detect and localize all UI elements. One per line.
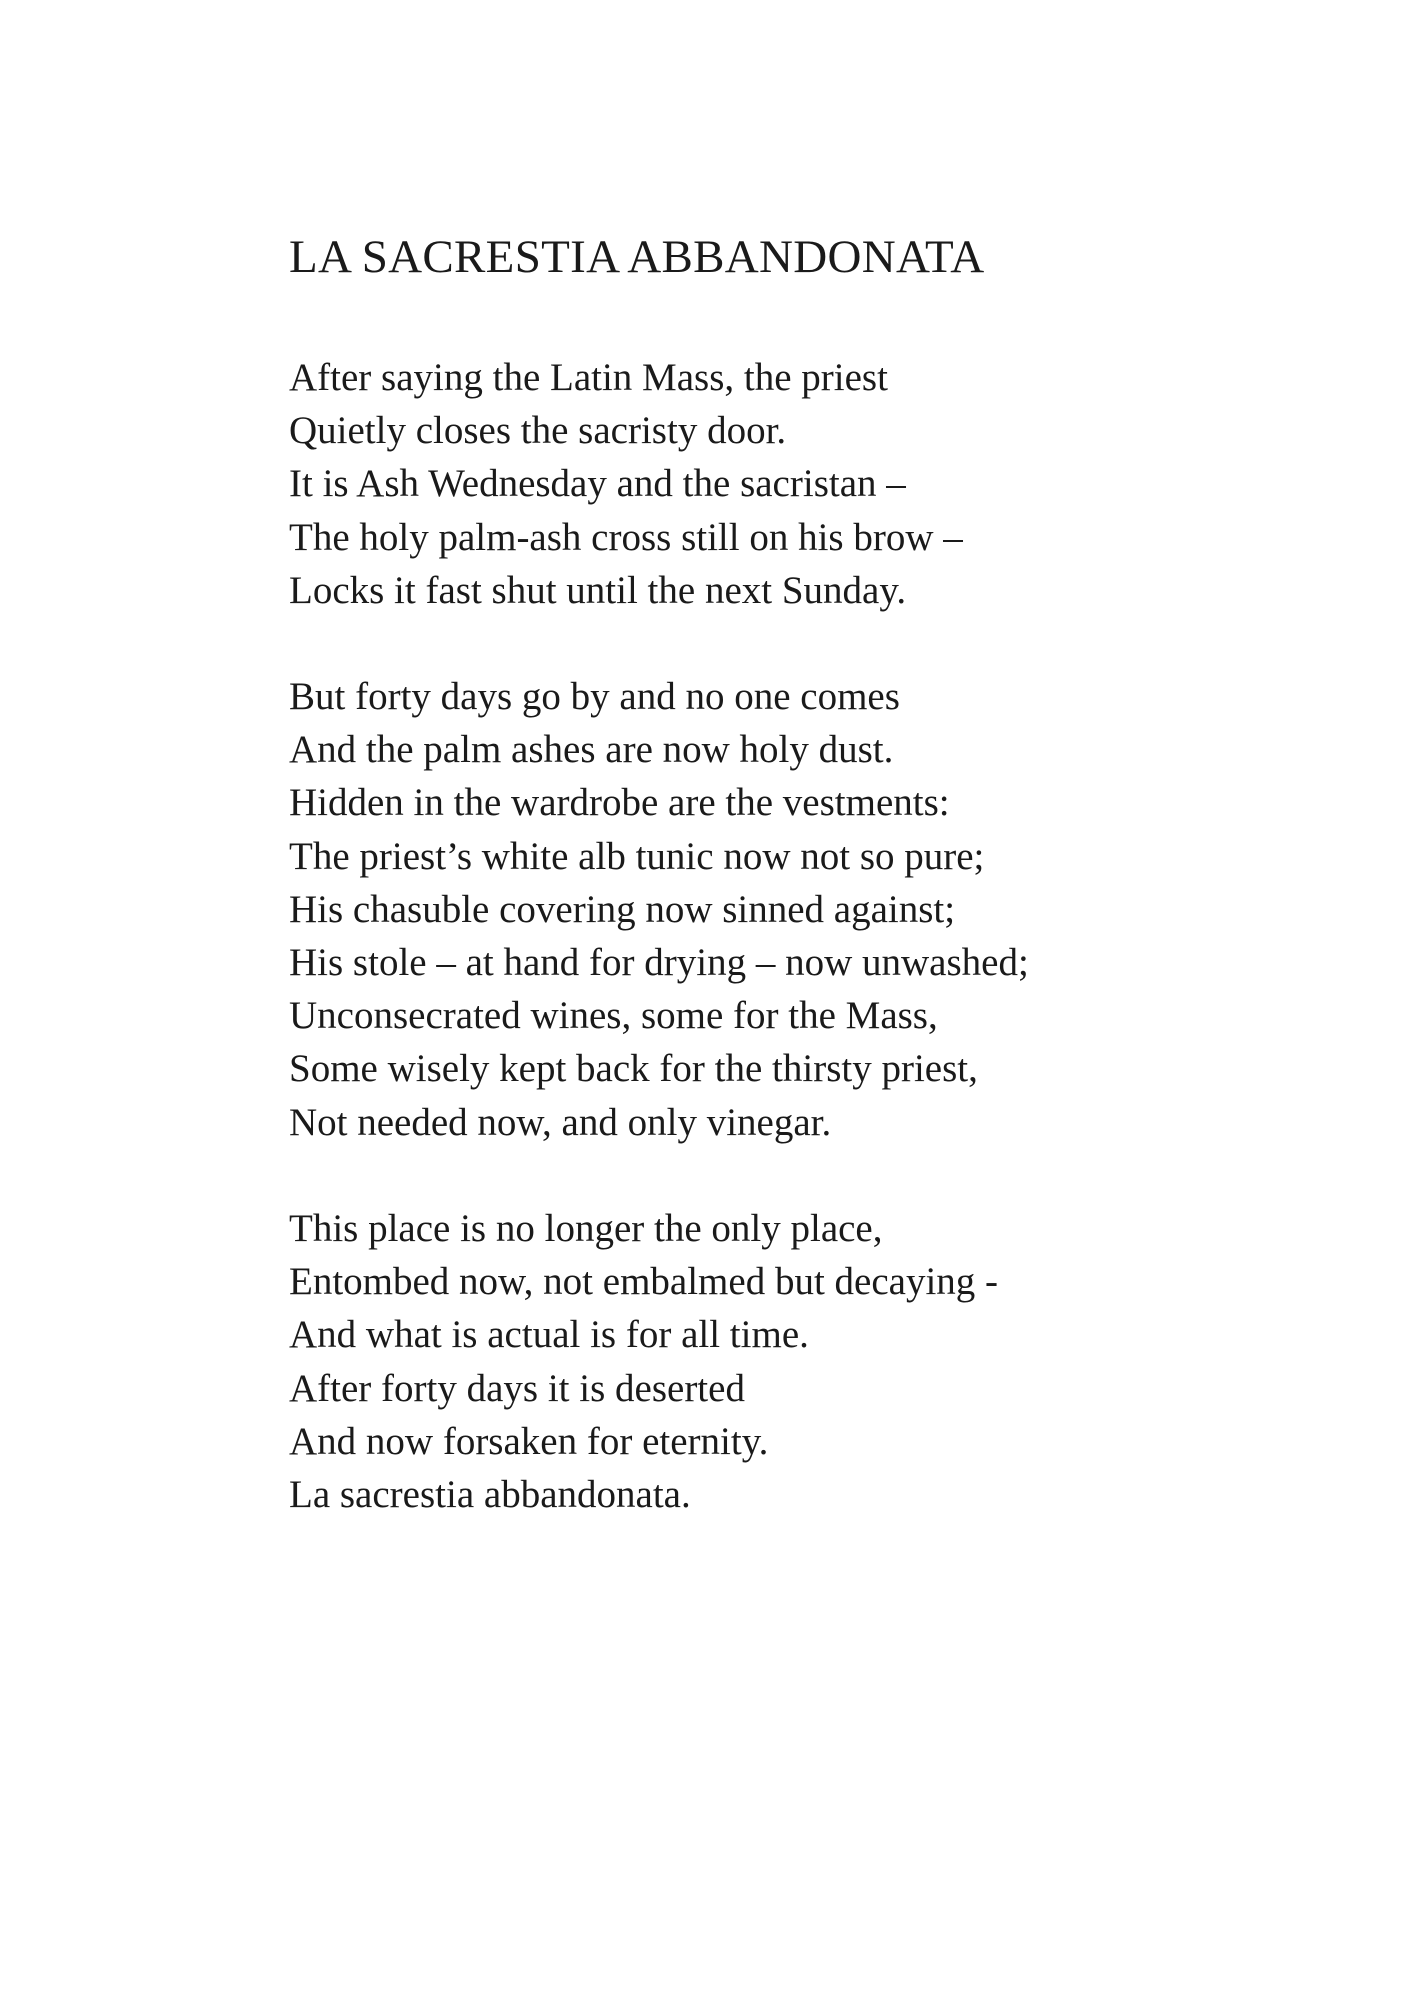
poem-line: The priest’s white alb tunic now not so pure; <box>289 834 985 878</box>
poem-line: Not needed now, and only vinegar. <box>289 1100 832 1144</box>
poem-line: And what is actual is for all time. <box>289 1313 809 1357</box>
poem-line: His chasuble covering now sinned against; <box>289 887 956 931</box>
poem-line: After saying the Latin Mass, the priest <box>289 356 888 399</box>
poem-line: The holy palm-ash cross still on his brow – <box>289 515 963 559</box>
poem-line: Hidden in the wardrobe are the vestments: <box>289 781 950 825</box>
poem-line: Entombed now, not embalmed but decaying - <box>289 1260 999 1304</box>
poem-line: And now forsaken for eternity. <box>289 1419 769 1463</box>
poem-line: After forty days it is deserted <box>289 1366 745 1410</box>
stanza-1 <box>289 351 963 617</box>
stanza-2 <box>289 670 1029 1149</box>
poem-line: This place is no longer the only place, <box>289 1207 883 1250</box>
stanza-3 <box>289 1202 998 1521</box>
poem-line: Locks it fast shut until the next Sunday. <box>289 568 907 612</box>
poem-line: Some wisely kept back for the thirsty priest, <box>289 1047 978 1091</box>
poem-line: But forty days go by and no one comes <box>289 675 900 718</box>
poem-line: His stole – at hand for drying – now unwashed; <box>289 941 1029 985</box>
poem-line: It is Ash Wednesday and the sacristan – <box>289 462 906 506</box>
poem-line: Unconsecrated wines, some for the Mass, <box>289 994 938 1038</box>
poem-title: LA SACRESTIA ABBANDONATA <box>289 231 985 283</box>
poem-line: Quietly closes the sacristy door. <box>289 409 787 453</box>
poem-line: And the palm ashes are now holy dust. <box>289 728 894 772</box>
poem-line: La sacrestia abbandonata. <box>289 1473 691 1517</box>
